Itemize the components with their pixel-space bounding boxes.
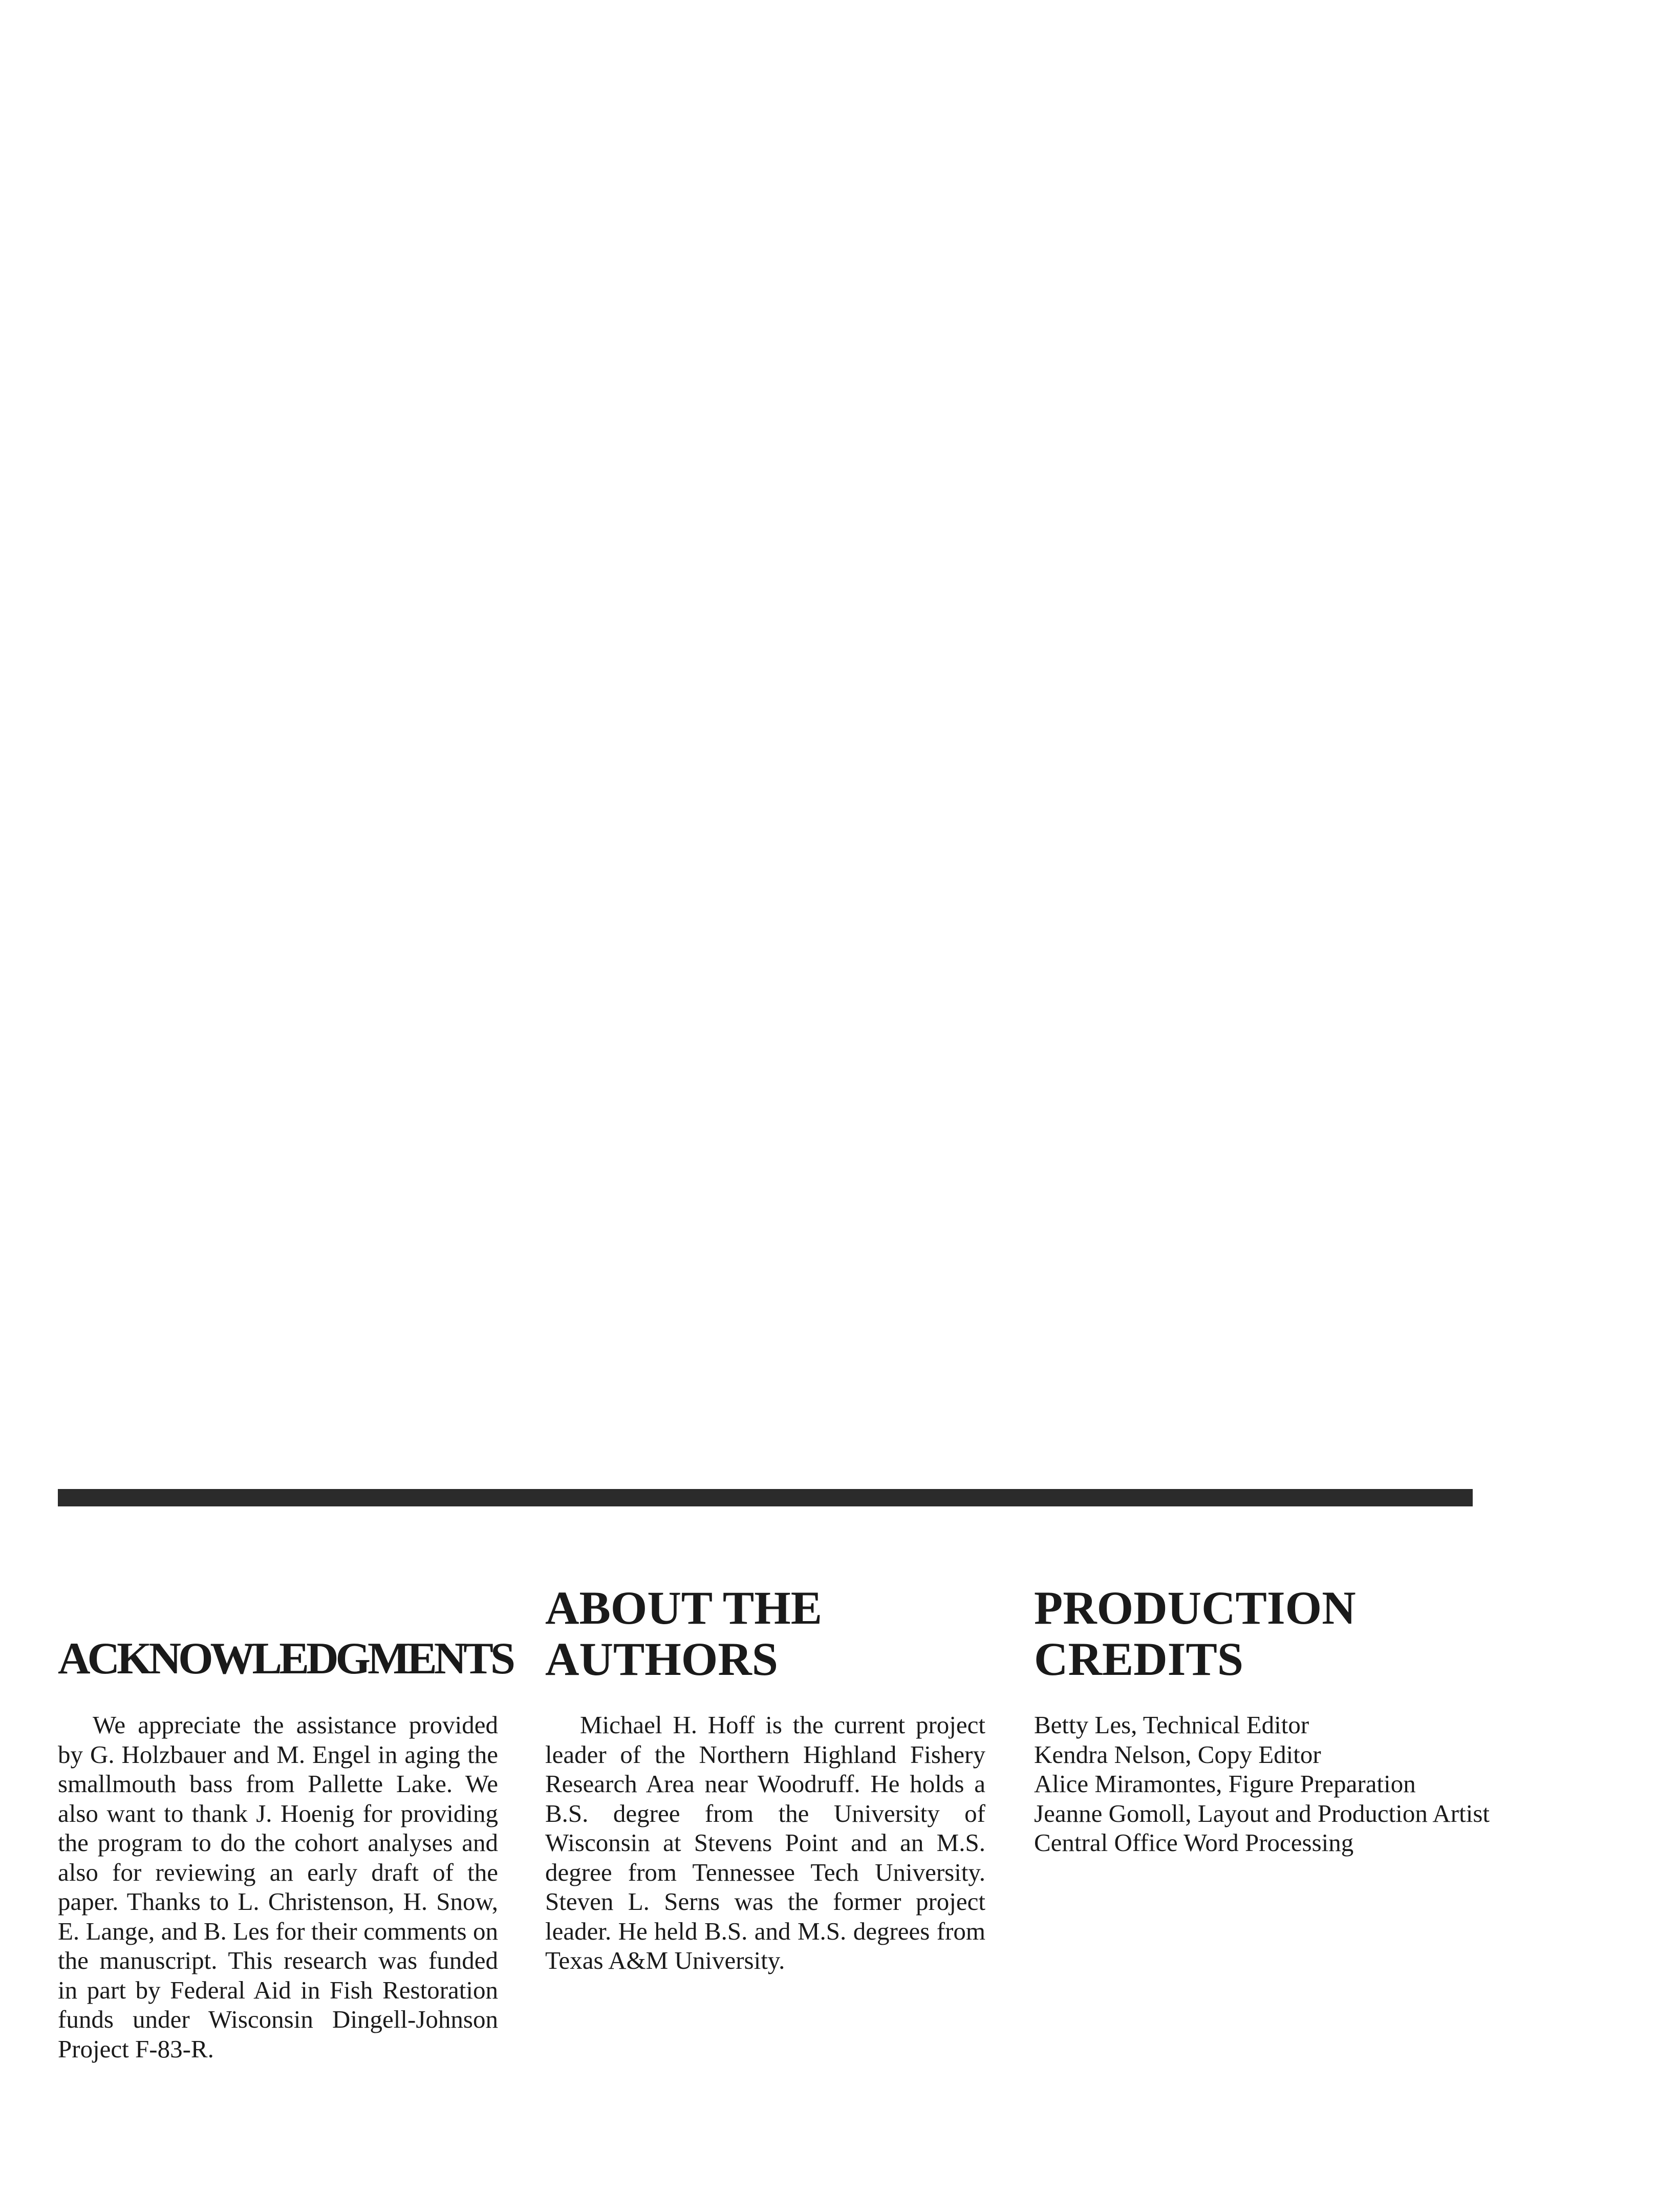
credit-item: Alice Miramontes, Figure Preparation [1034, 1770, 1416, 1798]
credit-item: Central Office Word Processing [1034, 1828, 1354, 1857]
section-divider-bar [58, 1489, 1473, 1506]
production-credits-heading [1034, 1582, 1495, 1685]
acknowledgments-heading-text: ACKNOWLEDGMENTS [58, 1634, 512, 1684]
production-credits-heading-line2: CREDITS [1034, 1633, 1244, 1685]
about-authors-heading-line2: AUTHORS [545, 1633, 778, 1685]
credit-item: Jeanne Gomoll, Layout and Production Artist [1034, 1799, 1490, 1827]
about-authors-body: Michael H. Hoff is the current project leader of the Northern Highland Fishery Research Area near Woodruff. He holds a B.S. degree from the University of Wisconsin at Stevens Point and an M.S. degree from Tennessee Tech University. Steven L. Serns was the former project leader. He held B.S. and M.S. degrees from Texas A&M University. [545, 1711, 985, 1974]
credit-item: Betty Les, Technical Editor [1034, 1711, 1309, 1739]
acknowledgments-heading [58, 1582, 512, 1685]
about-authors-heading [545, 1582, 985, 1685]
acknowledgments-body: We appreciate the assistance provided by G. Holzbauer and M. Engel in aging the smallmouth bass from Pallette Lake. We also want to thank J. Hoenig for providing the program to do the cohort analyses and also for reviewing an early draft of the paper. Thanks to L. Christenson, H. Snow, E. Lange, and B. Les for their comments on the manuscript. This research was funded in part by Federal Aid in Fish Restoration funds under Wisconsin Dingell-Johnson Project F-83-R. [58, 1711, 498, 2063]
production-credits-section [1034, 1582, 1495, 1858]
acknowledgments-section [58, 1582, 512, 2064]
credit-item: Kendra Nelson, Copy Editor [1034, 1740, 1321, 1769]
about-authors-heading-line1: ABOUT THE [545, 1582, 823, 1634]
production-credits-heading-line1: PRODUCTION [1034, 1582, 1356, 1634]
production-credits-list [1034, 1710, 1495, 1858]
about-authors-section [545, 1582, 985, 1975]
